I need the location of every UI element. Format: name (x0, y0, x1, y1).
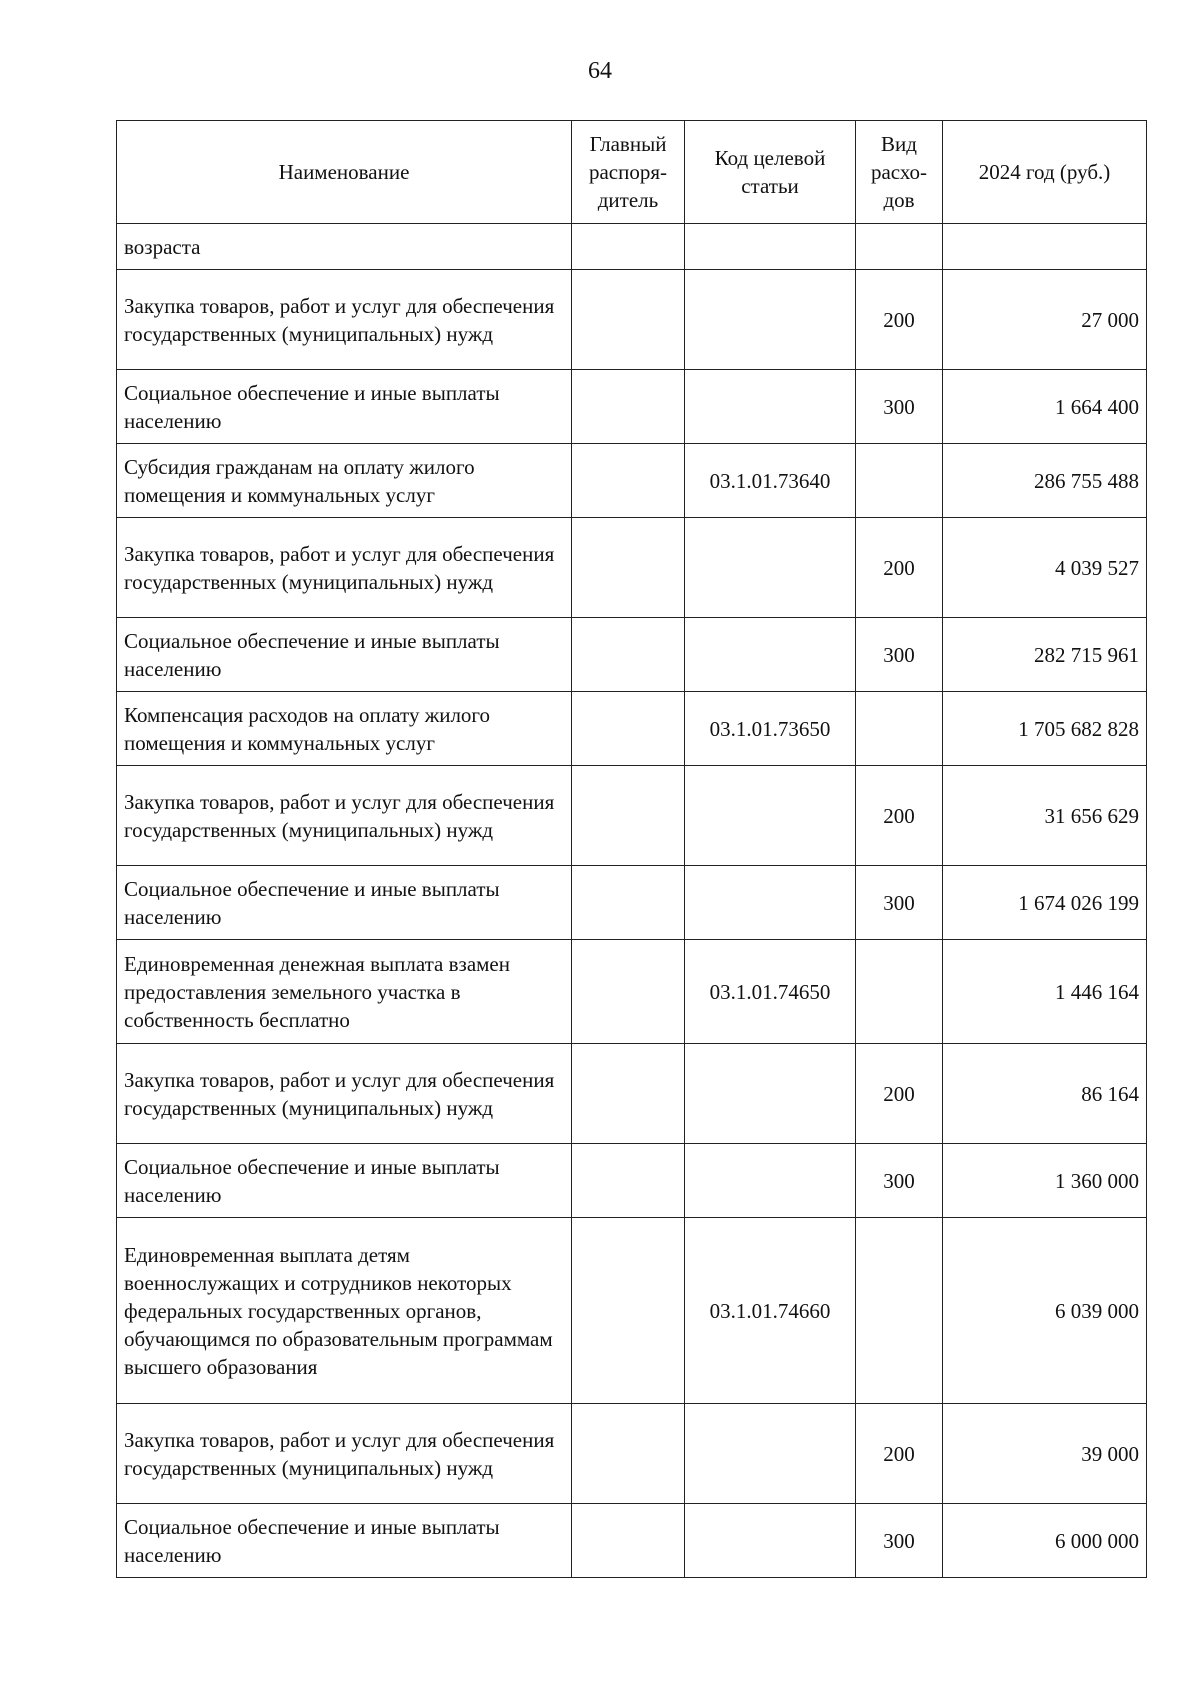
cell-code (685, 224, 856, 270)
table-row (117, 1504, 1147, 1578)
cell-kind: 300 (856, 1144, 943, 1218)
table-row (117, 618, 1147, 692)
cell-kind: 200 (856, 1404, 943, 1504)
table-row (117, 1044, 1147, 1144)
cell-manager (572, 766, 685, 866)
cell-amount: 6 039 000 (943, 1218, 1147, 1404)
cell-amount: 6 000 000 (943, 1504, 1147, 1578)
cell-kind (856, 940, 943, 1044)
table-row (117, 1404, 1147, 1504)
cell-code (685, 1144, 856, 1218)
cell-manager (572, 444, 685, 518)
column-header-amount: 2024 год (руб.) (943, 121, 1147, 224)
table-row (117, 1218, 1147, 1404)
column-header-name: Наименование (117, 121, 572, 224)
cell-amount: 4 039 527 (943, 518, 1147, 618)
cell-name: Компенсация расходов на оплату жилого помещения и коммунальных услуг (117, 692, 572, 766)
cell-name: Социальное обеспечение и иные выплаты населению (117, 370, 572, 444)
cell-code: 03.1.01.73640 (685, 444, 856, 518)
cell-manager (572, 370, 685, 444)
cell-manager (572, 518, 685, 618)
table-row (117, 866, 1147, 940)
cell-code (685, 270, 856, 370)
cell-name: Субсидия гражданам на оплату жилого помещения и коммунальных услуг (117, 444, 572, 518)
cell-code: 03.1.01.74660 (685, 1218, 856, 1404)
table-row (117, 692, 1147, 766)
cell-name: Закупка товаров, работ и услуг для обеспечения государственных (муниципальных) нужд (117, 1404, 572, 1504)
cell-name: Социальное обеспечение и иные выплаты населению (117, 866, 572, 940)
cell-amount (943, 224, 1147, 270)
cell-kind (856, 444, 943, 518)
cell-amount: 27 000 (943, 270, 1147, 370)
cell-kind (856, 1218, 943, 1404)
table-header-row (117, 121, 1147, 224)
cell-amount: 1 360 000 (943, 1144, 1147, 1218)
cell-amount: 31 656 629 (943, 766, 1147, 866)
cell-name: Закупка товаров, работ и услуг для обеспечения государственных (муниципальных) нужд (117, 270, 572, 370)
cell-kind: 300 (856, 618, 943, 692)
cell-amount: 282 715 961 (943, 618, 1147, 692)
budget-table (116, 120, 1147, 1578)
cell-amount: 86 164 (943, 1044, 1147, 1144)
table-row (117, 444, 1147, 518)
table-row (117, 518, 1147, 618)
table-row (117, 1144, 1147, 1218)
cell-amount: 1 446 164 (943, 940, 1147, 1044)
cell-name: Закупка товаров, работ и услуг для обеспечения государственных (муниципальных) нужд (117, 518, 572, 618)
table-body (117, 224, 1147, 1578)
cell-name: Закупка товаров, работ и услуг для обеспечения государственных (муниципальных) нужд (117, 766, 572, 866)
cell-name: Единовременная денежная выплата взамен предоставления земельного участка в собственность бесплатно (117, 940, 572, 1044)
cell-manager (572, 940, 685, 1044)
cell-amount: 1 664 400 (943, 370, 1147, 444)
cell-code (685, 518, 856, 618)
column-header-manager: Главный распоря-дитель (572, 121, 685, 224)
table-row (117, 224, 1147, 270)
cell-amount: 286 755 488 (943, 444, 1147, 518)
cell-name: Социальное обеспечение и иные выплаты населению (117, 1504, 572, 1578)
cell-manager (572, 1144, 685, 1218)
cell-manager (572, 618, 685, 692)
cell-code: 03.1.01.73650 (685, 692, 856, 766)
cell-kind (856, 692, 943, 766)
column-header-kind: Вид расхо-дов (856, 121, 943, 224)
cell-kind (856, 224, 943, 270)
cell-name: Социальное обеспечение и иные выплаты населению (117, 618, 572, 692)
cell-manager (572, 1504, 685, 1578)
cell-manager (572, 1218, 685, 1404)
cell-manager (572, 1404, 685, 1504)
cell-kind: 300 (856, 866, 943, 940)
table-row (117, 370, 1147, 444)
cell-name: Социальное обеспечение и иные выплаты населению (117, 1144, 572, 1218)
cell-manager (572, 224, 685, 270)
cell-code (685, 766, 856, 866)
cell-name: Единовременная выплата детям военнослужащих и сотрудников некоторых федеральных государственных органов, обучающимся по образовательным программам высшего образования (117, 1218, 572, 1404)
cell-code (685, 1504, 856, 1578)
table-row (117, 940, 1147, 1044)
cell-code (685, 866, 856, 940)
cell-code (685, 1044, 856, 1144)
cell-manager (572, 692, 685, 766)
cell-manager (572, 866, 685, 940)
cell-amount: 1 674 026 199 (943, 866, 1147, 940)
column-header-code: Код целевой статьи (685, 121, 856, 224)
cell-kind: 200 (856, 270, 943, 370)
cell-kind: 300 (856, 1504, 943, 1578)
cell-kind: 200 (856, 1044, 943, 1144)
table-row (117, 270, 1147, 370)
cell-code: 03.1.01.74650 (685, 940, 856, 1044)
cell-code (685, 1404, 856, 1504)
cell-manager (572, 1044, 685, 1144)
cell-amount: 1 705 682 828 (943, 692, 1147, 766)
table-row (117, 766, 1147, 866)
cell-kind: 300 (856, 370, 943, 444)
cell-code (685, 618, 856, 692)
cell-amount: 39 000 (943, 1404, 1147, 1504)
cell-code (685, 370, 856, 444)
page-number: 64 (588, 58, 612, 84)
cell-kind: 200 (856, 766, 943, 866)
cell-name: Закупка товаров, работ и услуг для обеспечения государственных (муниципальных) нужд (117, 1044, 572, 1144)
cell-name: возраста (117, 224, 572, 270)
cell-kind: 200 (856, 518, 943, 618)
cell-manager (572, 270, 685, 370)
